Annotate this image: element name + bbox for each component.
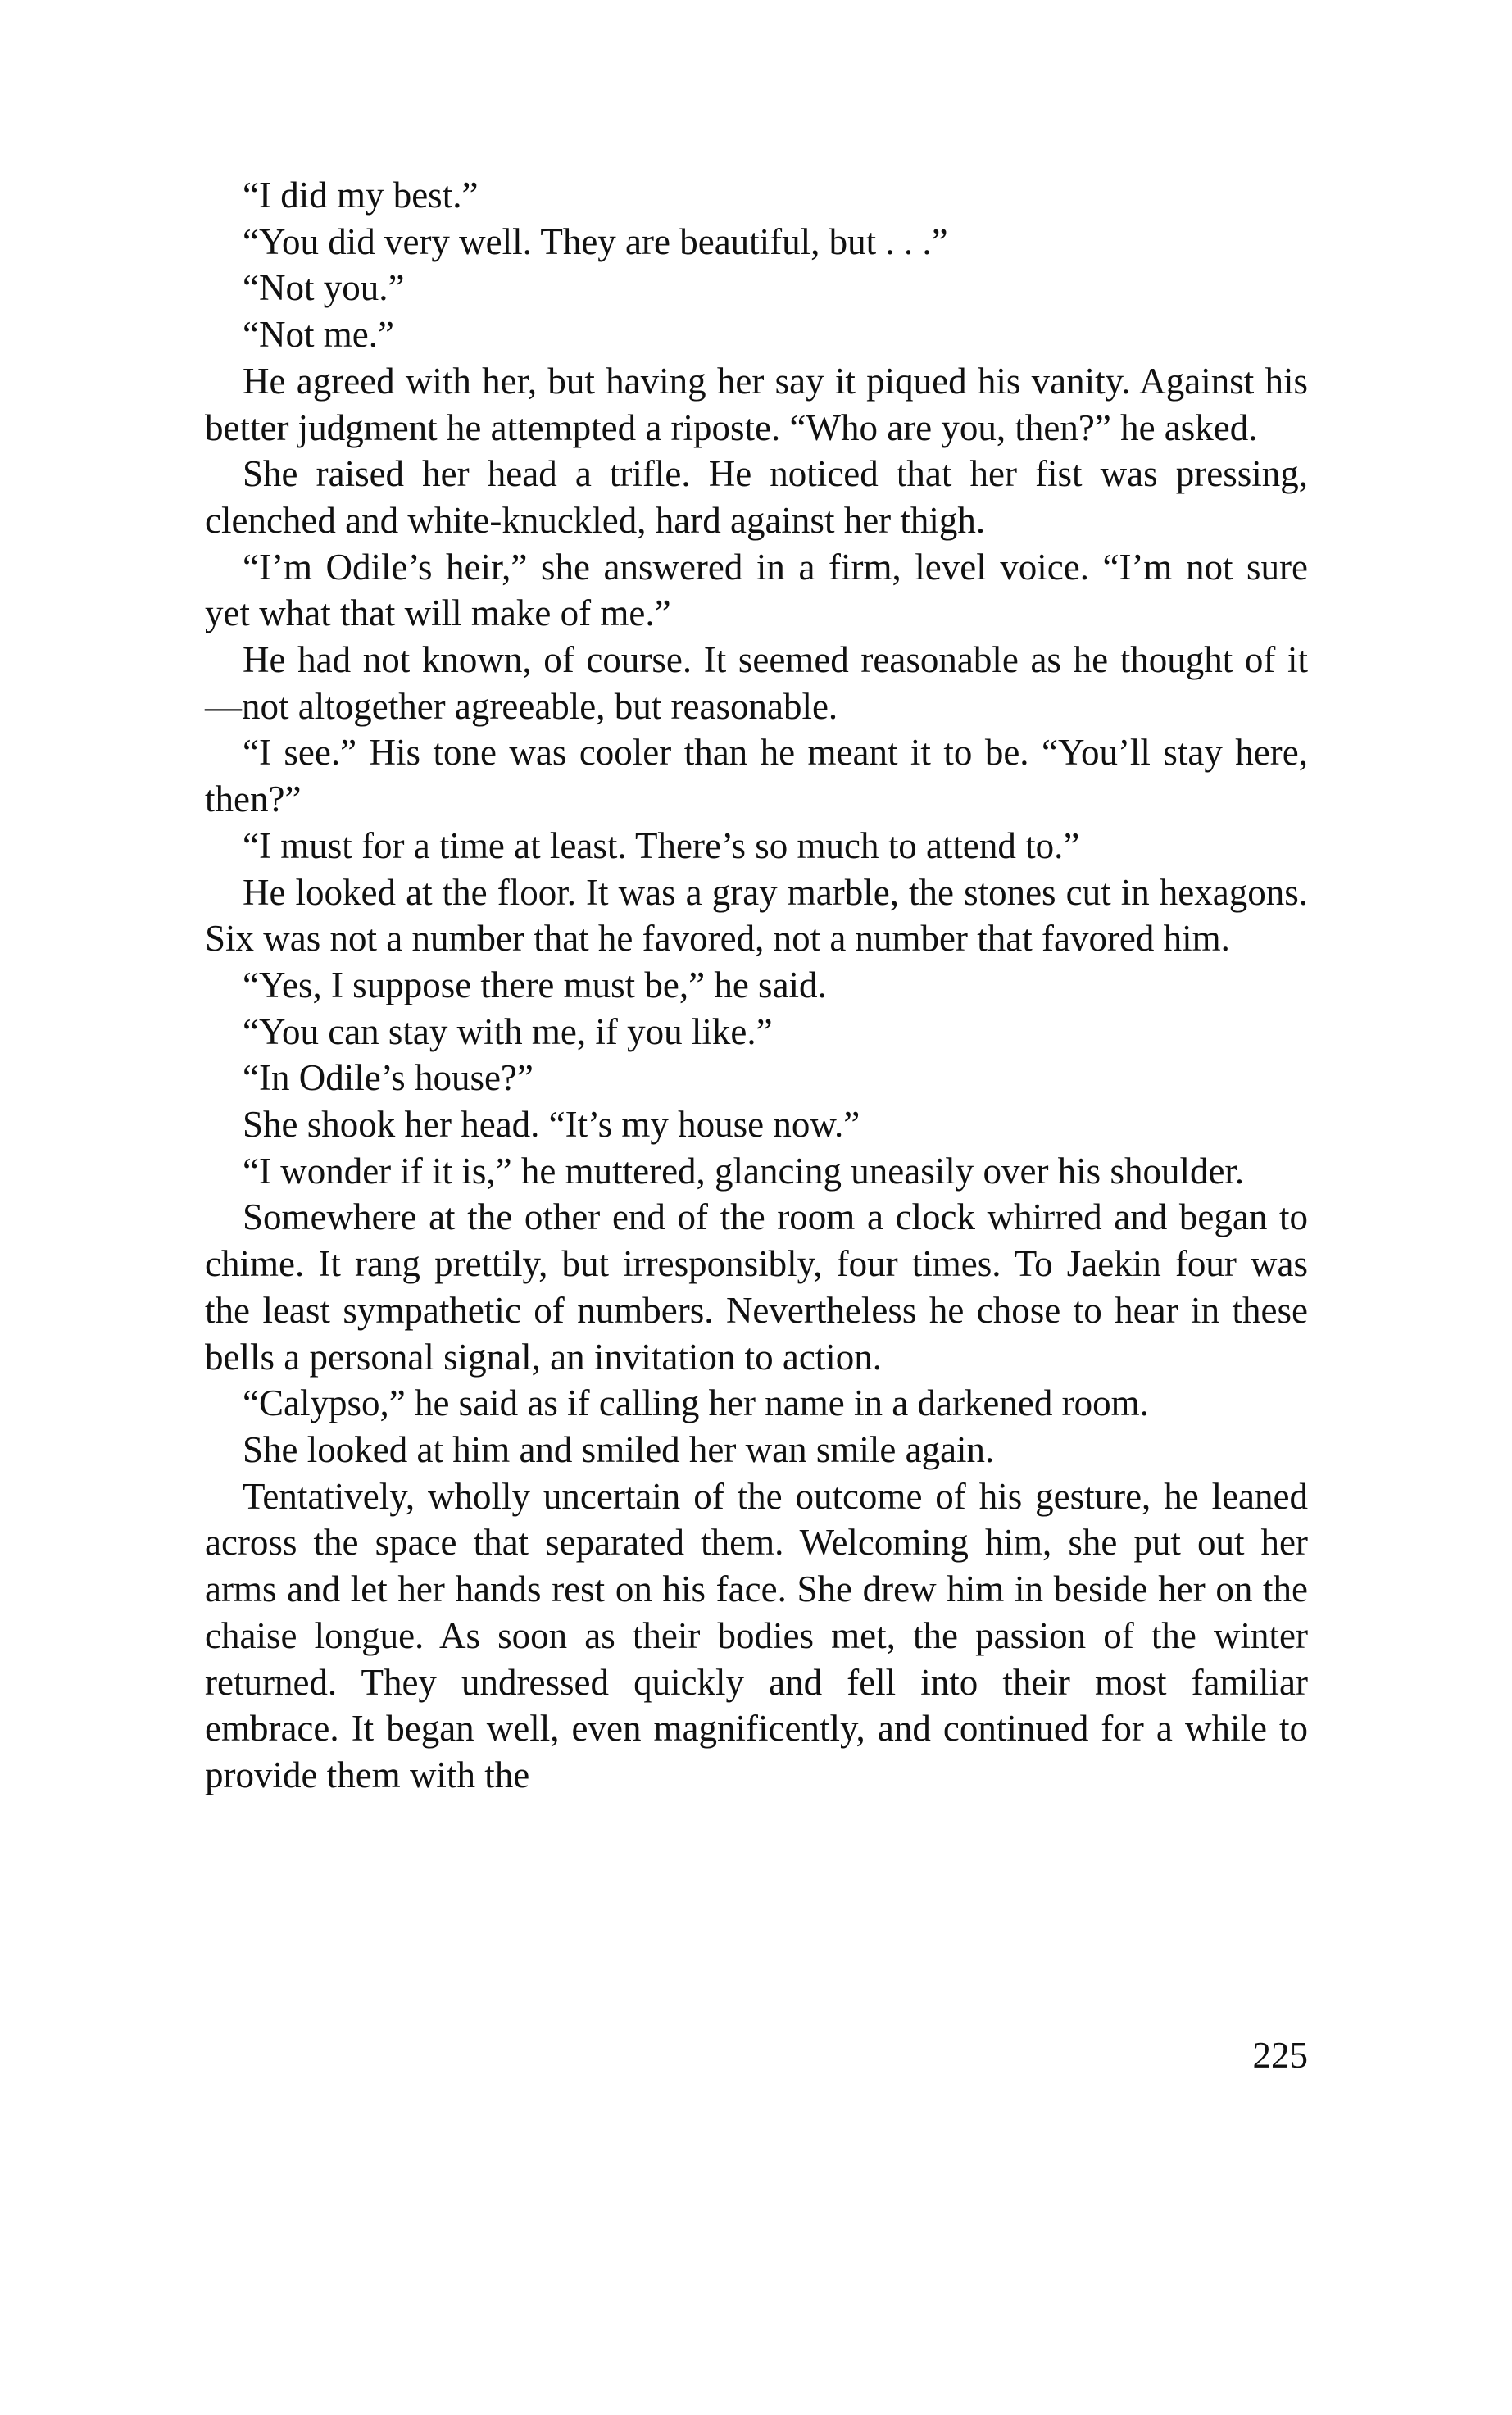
paragraph: He agreed with her, but having her say it piqued his vanity. Against his better judgment he attempted a riposte. “Who are you, then?” he asked. bbox=[205, 360, 1308, 448]
paragraph: “Not you.” bbox=[243, 267, 405, 309]
paragraph: “Calypso,” he said as if calling her name in a darkened room. bbox=[243, 1382, 1149, 1424]
paragraph: Somewhere at the other end of the room a clock whirred and began to chime. It rang prettily, but irresponsibly, four times. To Jaekin four was the least sympathetic of numbers. Nevertheless he chose to hear in these bells a personal signal, an invitation to action. bbox=[205, 1196, 1308, 1378]
paragraph: “Not me.” bbox=[243, 314, 394, 356]
paragraph: He looked at the floor. It was a gray marble, the stones cut in hexagons. Six was not a number that he favored, not a number that favored him. bbox=[205, 871, 1308, 960]
paragraph: “I see.” His tone was cooler than he meant it to be. “You’ll stay here, then?” bbox=[205, 732, 1308, 820]
page-number: 225 bbox=[1252, 2035, 1308, 2076]
paragraph: He had not known, of course. It seemed reasonable as he thought of it—not altogether agreeable, but reasonable. bbox=[205, 639, 1308, 727]
paragraph: “Yes, I suppose there must be,” he said. bbox=[243, 964, 827, 1005]
paragraph: “In Odile’s house?” bbox=[243, 1057, 534, 1099]
paragraph: Tentatively, wholly uncertain of the outcome of his gesture, he leaned across the space that separated them. Welcoming him, she put out her arms and let her hands rest on his face. She drew him in beside her on the chaise longue. As soon as their bodies met, the passion of the winter returned. They undressed quickly and fell into their most familiar embrace. It began well, even magnificently, and continued for a while to provide them with the bbox=[205, 1475, 1308, 1795]
paragraph: “I wonder if it is,” he muttered, glancing uneasily over his shoulder. bbox=[243, 1150, 1245, 1192]
page-body bbox=[205, 172, 1308, 1799]
paragraph: “You did very well. They are beautiful, but . . .” bbox=[243, 220, 948, 262]
paragraph: “I must for a time at least. There’s so much to attend to.” bbox=[243, 824, 1080, 866]
paragraph: She looked at him and smiled her wan smile again. bbox=[243, 1428, 995, 1470]
paragraph: She raised her head a trifle. He noticed that her fist was pressing, clenched and white-knuckled, hard against her thigh. bbox=[205, 453, 1308, 541]
paragraph: She shook her head. “It’s my house now.” bbox=[243, 1104, 860, 1146]
paragraph: “I’m Odile’s heir,” she answered in a firm, level voice. “I’m not sure yet what that will make of me.” bbox=[205, 546, 1308, 634]
paragraph: “I did my best.” bbox=[243, 175, 479, 216]
paragraph: “You can stay with me, if you like.” bbox=[243, 1010, 773, 1052]
